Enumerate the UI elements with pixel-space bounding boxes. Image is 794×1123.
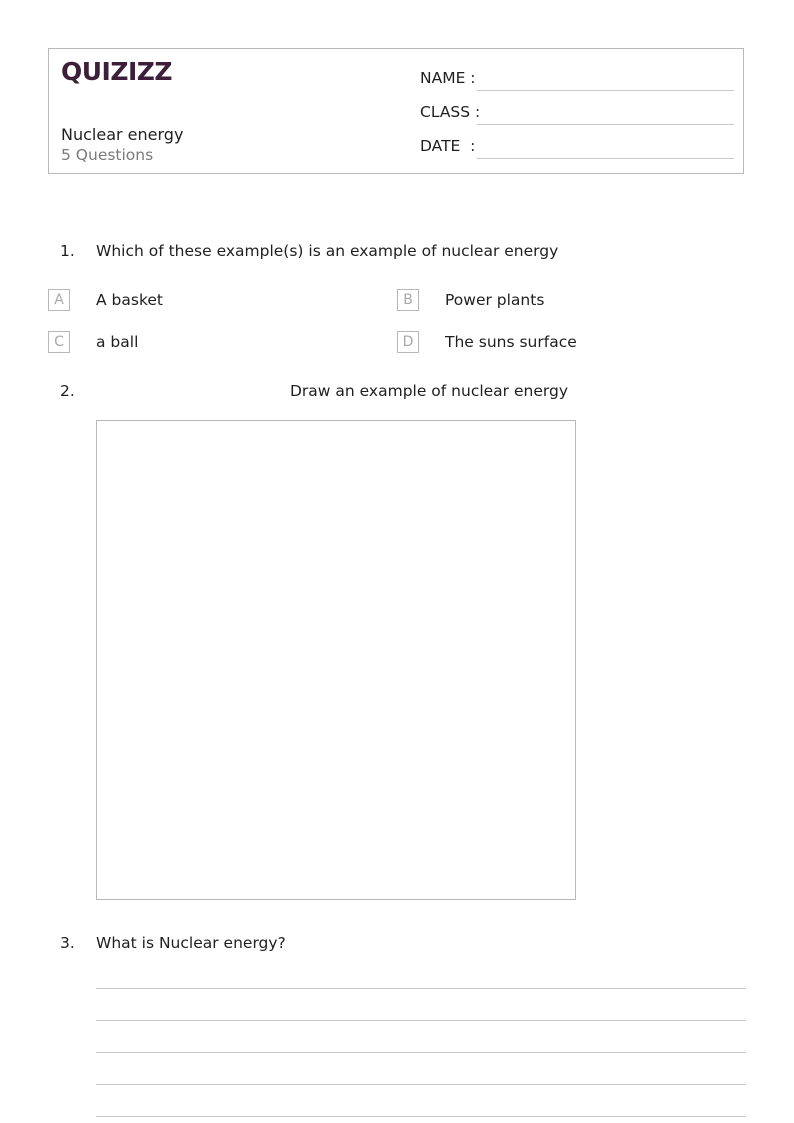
class-label: CLASS : xyxy=(420,103,481,121)
worksheet-header xyxy=(48,48,744,174)
answer-line[interactable] xyxy=(96,1020,746,1021)
question-count: 5 Questions xyxy=(61,146,154,164)
question-3-number: 3. xyxy=(60,934,75,952)
answer-line[interactable] xyxy=(96,1116,746,1117)
question-1-number: 1. xyxy=(60,242,75,260)
name-label: NAME : xyxy=(420,69,476,87)
question-2-number: 2. xyxy=(60,382,75,400)
class-line[interactable] xyxy=(477,124,734,125)
answer-line[interactable] xyxy=(96,1052,746,1053)
quizizz-logo: QUIZIZZ xyxy=(61,57,173,86)
option-a-text: A basket xyxy=(96,291,163,309)
name-field[interactable] xyxy=(420,69,734,91)
option-c-text: a ball xyxy=(96,333,139,351)
option-d-letter[interactable]: D xyxy=(397,331,419,353)
option-a-letter[interactable]: A xyxy=(48,289,70,311)
question-1-text: Which of these example(s) is an example of nuclear energy xyxy=(96,242,559,260)
date-line[interactable] xyxy=(477,158,734,159)
worksheet-title: Nuclear energy xyxy=(61,125,184,144)
date-field[interactable] xyxy=(420,137,734,159)
answer-line[interactable] xyxy=(96,1084,746,1085)
option-b-text: Power plants xyxy=(445,291,545,309)
name-line[interactable] xyxy=(477,90,734,91)
question-2-text: Draw an example of nuclear energy xyxy=(290,382,568,400)
option-d-text: The suns surface xyxy=(445,333,577,351)
date-label: DATE : xyxy=(420,137,476,155)
option-c-letter[interactable]: C xyxy=(48,331,70,353)
answer-line[interactable] xyxy=(96,988,746,989)
drawing-area[interactable] xyxy=(96,420,576,900)
option-b-letter[interactable]: B xyxy=(397,289,419,311)
class-field[interactable] xyxy=(420,103,734,125)
question-3-text: What is Nuclear energy? xyxy=(96,934,286,952)
